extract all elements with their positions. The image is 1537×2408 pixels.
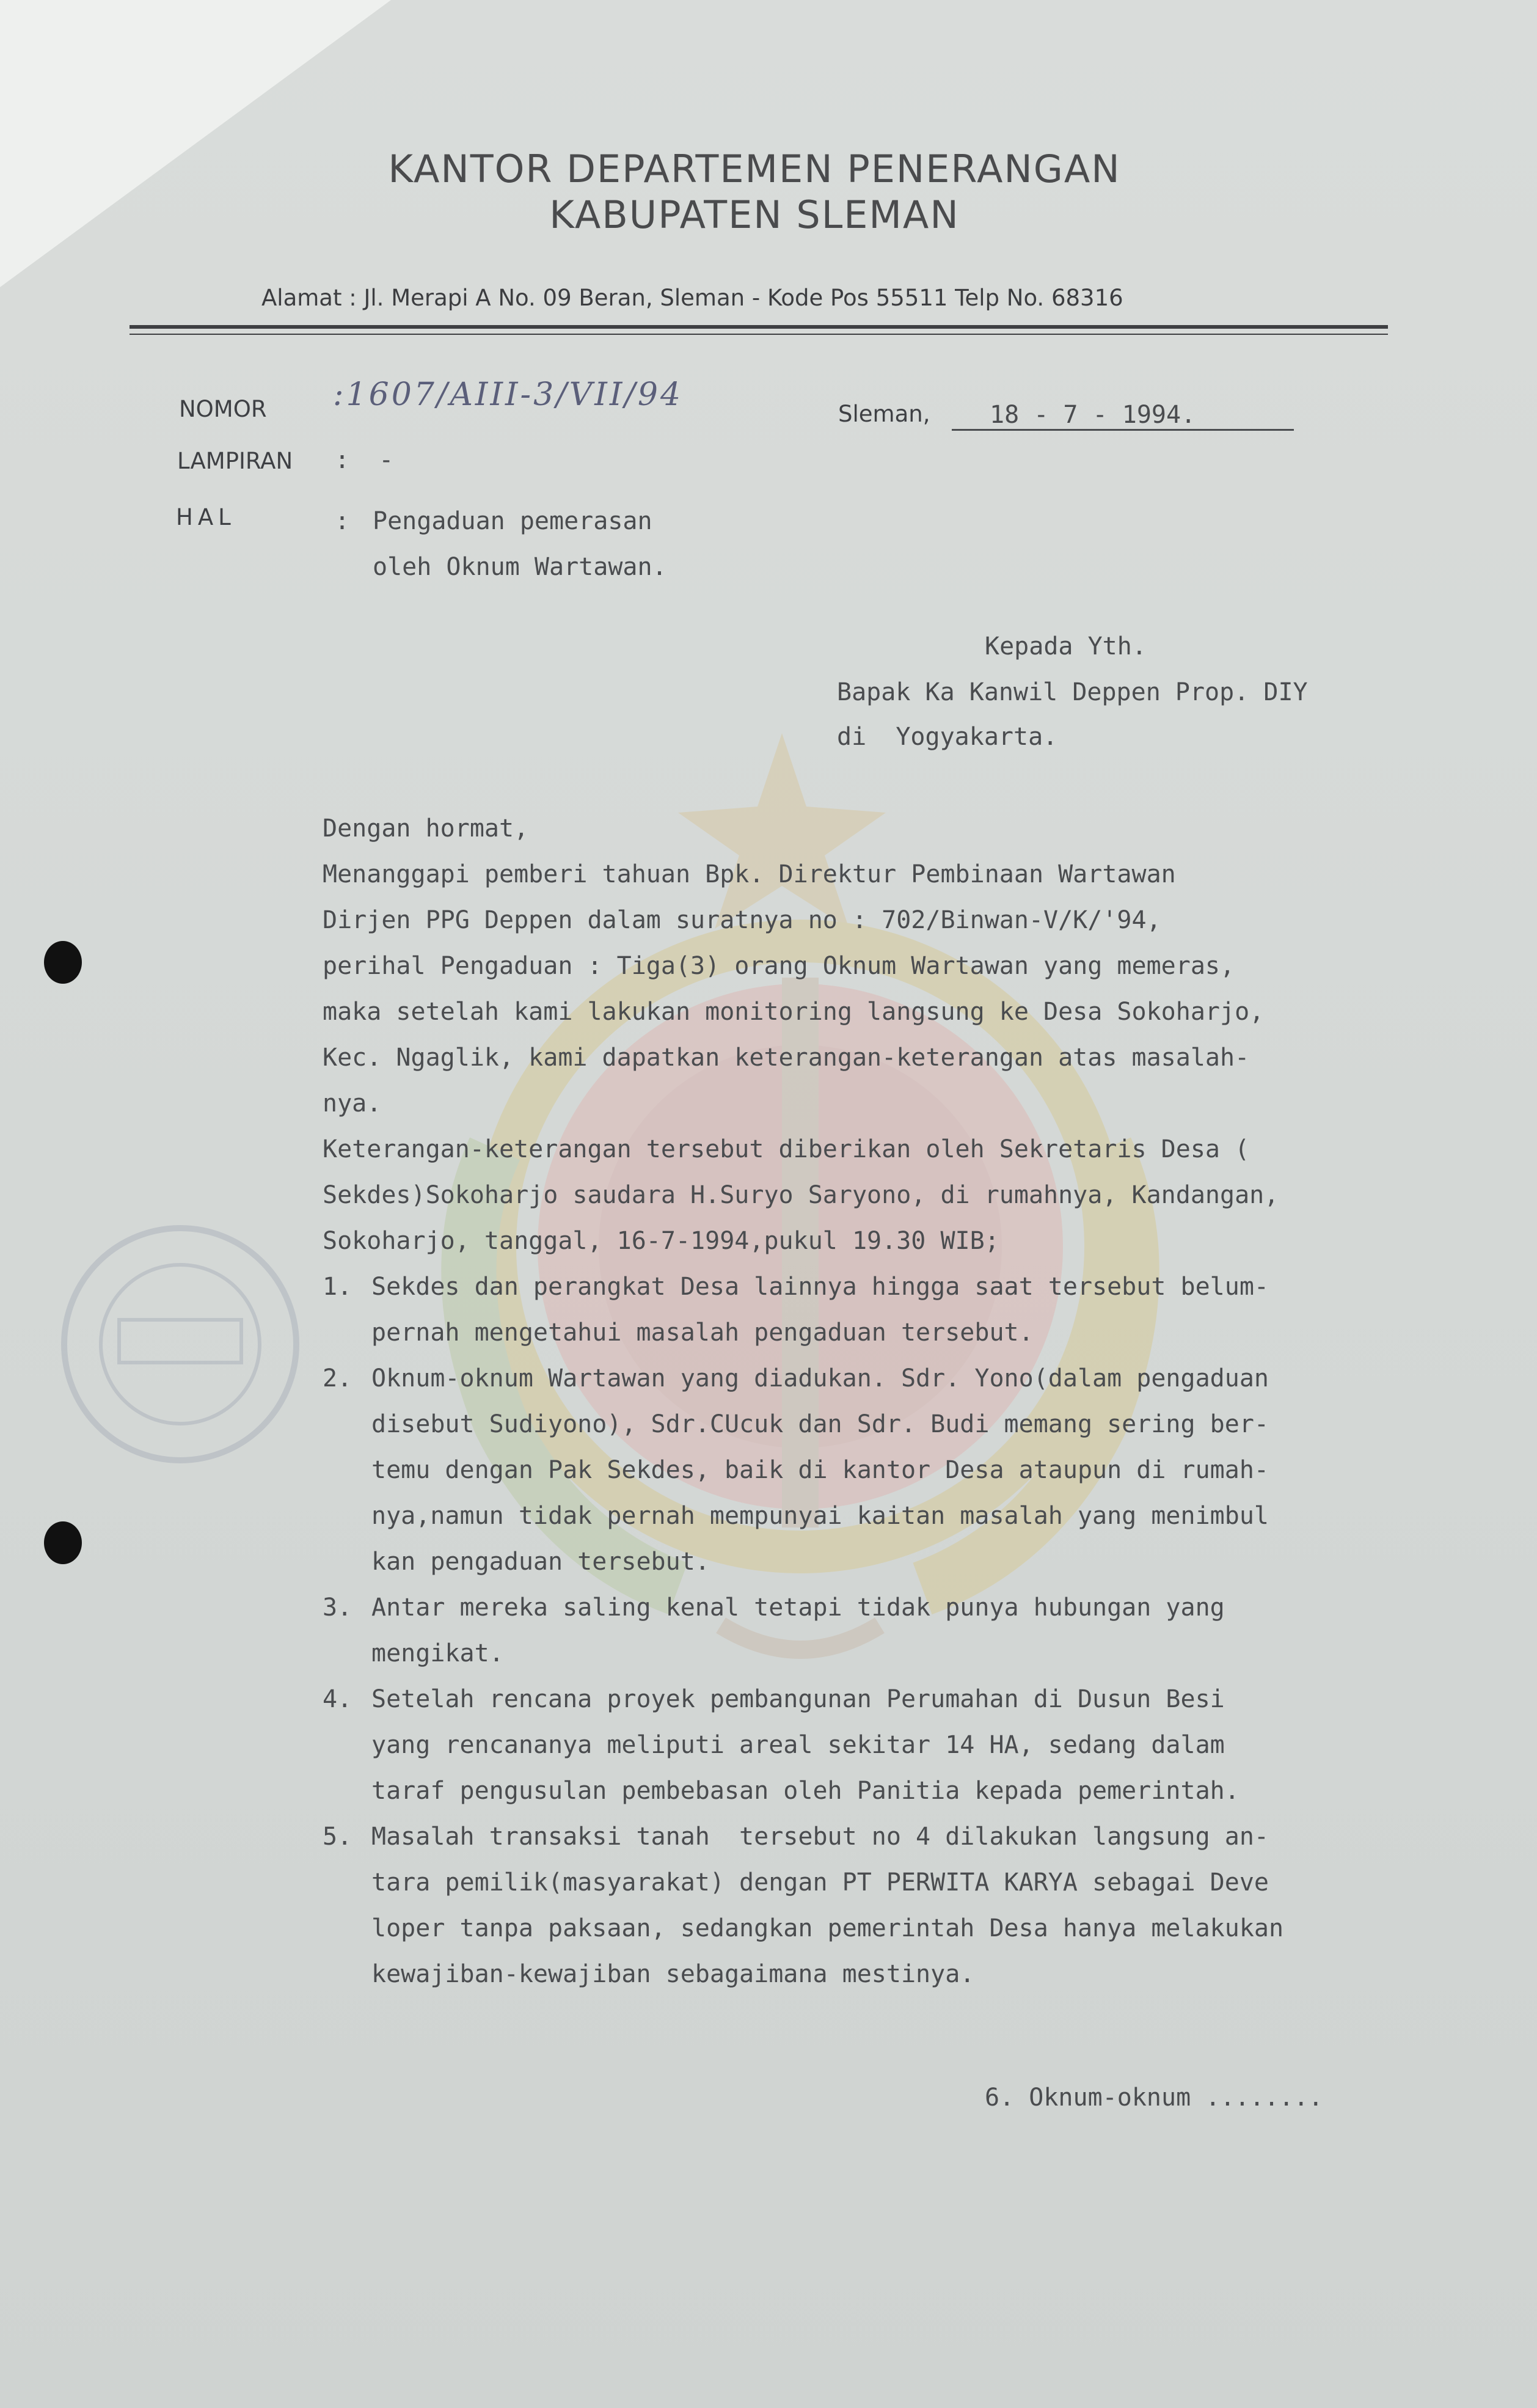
- letterhead-rule-thick: [130, 325, 1388, 329]
- item-line: kan pengaduan tersebut.: [371, 1548, 710, 1576]
- item-line: pernah mengetahui masalah pengaduan tersebut.: [371, 1319, 1034, 1347]
- para1-line: nya.: [323, 1089, 382, 1118]
- item-line: Antar mereka saling kenal tetapi tidak punya hubungan yang: [371, 1594, 1225, 1622]
- para2-line: Sokoharjo, tanggal, 16-7-1994,pukul 19.30 WIB;: [323, 1227, 999, 1255]
- recipient-line2: Bapak Ka Kanwil Deppen Prop. DIY: [837, 678, 1308, 706]
- hal-label: HAL: [176, 504, 236, 530]
- lampiran-value: : -: [335, 446, 394, 474]
- item-line: temu dengan Pak Sekdes, baik di kantor Desa ataupun di rumah-: [371, 1456, 1269, 1484]
- recipient-line1: Kepada Yth.: [985, 632, 1147, 661]
- folded-corner: [0, 0, 391, 287]
- hal-line2: oleh Oknum Wartawan.: [373, 553, 667, 581]
- place-label: Sleman,: [838, 401, 930, 427]
- item-number: 1.: [323, 1273, 352, 1301]
- date-underline: [952, 429, 1294, 431]
- item-line: kewajiban-kewajiban sebagaimana mestinya.: [371, 1960, 975, 1988]
- ink-stamp: [52, 1216, 308, 1473]
- item-number: 2.: [323, 1364, 352, 1392]
- item-line: tara pemilik(masyarakat) dengan PT PERWITA KARYA sebagai Deve: [371, 1868, 1269, 1897]
- item-line: nya,namun tidak pernah mempunyai kaitan masalah yang menimbul: [371, 1502, 1269, 1530]
- item-number: 5.: [323, 1823, 352, 1851]
- para1-line: Dirjen PPG Deppen dalam suratnya no : 702/Binwan-V/K/'94,: [323, 906, 1161, 934]
- org-address: Alamat : Jl. Merapi A No. 09 Beran, Sleman - Kode Pos 55511 Telp No. 68316: [261, 285, 1123, 311]
- greeting: Dengan hormat,: [323, 814, 529, 843]
- punch-hole-bottom: [44, 1521, 82, 1564]
- item-line: taraf pengusulan pembebasan oleh Panitia kepada pemerintah.: [371, 1777, 1239, 1805]
- letter-date: 18 - 7 - 1994.: [990, 401, 1196, 429]
- item-line: Sekdes dan perangkat Desa lainnya hingga saat tersebut belum-: [371, 1273, 1269, 1301]
- item-line: mengikat.: [371, 1639, 504, 1667]
- continuation-marker: 6. Oknum-oknum ........: [985, 2084, 1323, 2112]
- para1-line: perihal Pengaduan : Tiga(3) orang Oknum Wartawan yang memeras,: [323, 952, 1235, 980]
- nomor-value: :1607/AIII-3/VII/94: [333, 376, 684, 413]
- letterhead-rule-thin: [130, 334, 1388, 335]
- recipient-line3: di Yogyakarta.: [837, 723, 1058, 751]
- hal-line1: Pengaduan pemerasan: [373, 507, 652, 535]
- org-name-line1: KANTOR DEPARTEMEN PENERANGAN: [388, 147, 1121, 191]
- item-line: Oknum-oknum Wartawan yang diadukan. Sdr. Yono(dalam pengaduan: [371, 1364, 1269, 1392]
- org-name-line2: KABUPATEN SLEMAN: [549, 192, 960, 237]
- para2-line: Keterangan-keterangan tersebut diberikan oleh Sekretaris Desa (: [323, 1135, 1250, 1163]
- item-line: yang rencananya meliputi areal sekitar 14 HA, sedang dalam: [371, 1731, 1225, 1759]
- item-number: 3.: [323, 1594, 352, 1622]
- nomor-label: NOMOR: [179, 396, 267, 422]
- para1-line: Kec. Ngaglik, kami dapatkan keterangan-keterangan atas masalah-: [323, 1044, 1250, 1072]
- item-line: disebut Sudiyono), Sdr.CUcuk dan Sdr. Budi memang sering ber-: [371, 1410, 1269, 1438]
- item-number: 4.: [323, 1685, 352, 1713]
- item-line: loper tanpa paksaan, sedangkan pemerintah Desa hanya melakukan: [371, 1914, 1284, 1942]
- item-line: Masalah transaksi tanah tersebut no 4 dilakukan langsung an-: [371, 1823, 1269, 1851]
- para1-line: Menanggapi pemberi tahuan Bpk. Direktur Pembinaan Wartawan: [323, 860, 1176, 888]
- hal-colon: :: [335, 507, 350, 535]
- para2-line: Sekdes)Sokoharjo saudara H.Suryo Saryono, di rumahnya, Kandangan,: [323, 1181, 1279, 1209]
- lampiran-label: LAMPIRAN: [177, 448, 293, 474]
- para1-line: maka setelah kami lakukan monitoring langsung ke Desa Sokoharjo,: [323, 998, 1265, 1026]
- item-line: Setelah rencana proyek pembangunan Perumahan di Dusun Besi: [371, 1685, 1225, 1713]
- punch-hole-top: [44, 941, 82, 984]
